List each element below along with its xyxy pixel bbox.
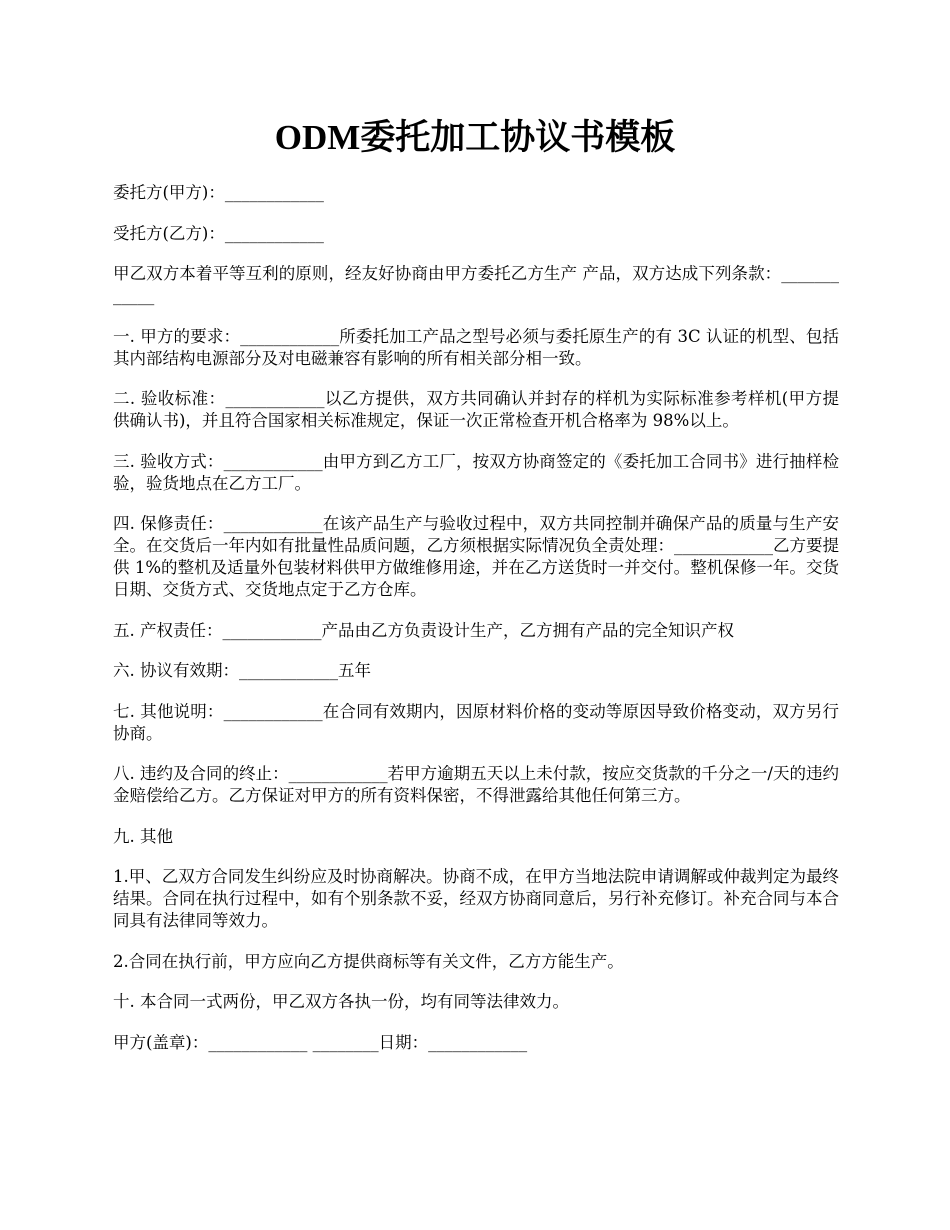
clause-3-acceptance-method: 三. 验收方式：____________由甲方到乙方工厂，按双方协商签定的《委托加工合同书》进行抽样检验，验货地点在乙方工厂。 [113,451,839,493]
signature-line: 甲方(盖章)：____________ ________日期：____________ [113,1032,528,1052]
clause-7-other-notes: 七. 其他说明：____________在合同有效期内，因原材料价格的变动等原因导致价格变动，双方另行协商。 [113,701,839,743]
clause-9-item-2: 2.合同在执行前，甲方应向乙方提供商标等有关文件，乙方方能生产。 [113,951,624,971]
clause-10-copies: 十. 本合同一式两份，甲乙双方各执一份，均有同等法律效力。 [113,992,569,1011]
clause-2-acceptance-standard: 二. 验收标准：____________以乙方提供，双方共同确认并封存的样机为实际标准参考样机(甲方提供确认书)，并且符合国家相关标准规定，保证一次正常检查开机合格率为 98%以上。 [113,389,839,430]
clause-4-warranty: 四. 保修责任：____________在该产品生产与验收过程中，双方共同控制并确保产品的质量与生产安全。在交货后一年内如有批量性品质问题，乙方须根据实际情况负全责处理：____________乙方要提供 1%的整机及适量外包装材料供甲方做维修用途，并在乙方送货时一并交付。整机保修一年。交货日期、交货方式、交货地点定于乙方仓库。 [113,514,839,599]
clause-6-validity: 六. 协议有效期：____________五年 [113,661,371,680]
clause-5-property-rights: 五. 产权责任：____________产品由乙方负责设计生产，乙方拥有产品的完全知识产权 [113,620,734,640]
clause-8-breach-termination: 八. 违约及合同的终止：____________若甲方逾期五天以上未付款，按应交货款的千分之一/天的违约金赔偿给乙方。乙方保证对甲方的所有资料保密，不得泄露给其他任何第三方。 [113,764,839,805]
preamble-paragraph: 甲乙双方本着平等互利的原则，经友好协商由甲方委托乙方生产 产品，双方达成下列条款：____________ [113,264,839,305]
document-body [113,182,839,1072]
document-title: ODM委托加工协议书模板 [274,118,676,157]
clause-1-requirements: 一. 甲方的要求：____________所委托加工产品之型号必须与委托原生产的有 3C 认证的机型、包括其内部结构电源部分及对电磁兼容有影响的所有相关部分相一致。 [113,326,839,368]
clause-9-item-1: 1.甲、乙双方合同发生纠纷应及时协商解决。协商不成，在甲方当地法院申请调解或仲裁判定为最终结果。合同在执行过程中，如有个别条款不妥，经双方协商同意后，另行补充修订。补充合同与本合同具有法律同等效力。 [113,867,839,930]
party-a-line: 委托方(甲方)：____________ [113,183,324,202]
clause-9-heading: 九. 其他 [113,826,173,846]
party-b-line: 受托方(乙方)：____________ [113,223,324,243]
